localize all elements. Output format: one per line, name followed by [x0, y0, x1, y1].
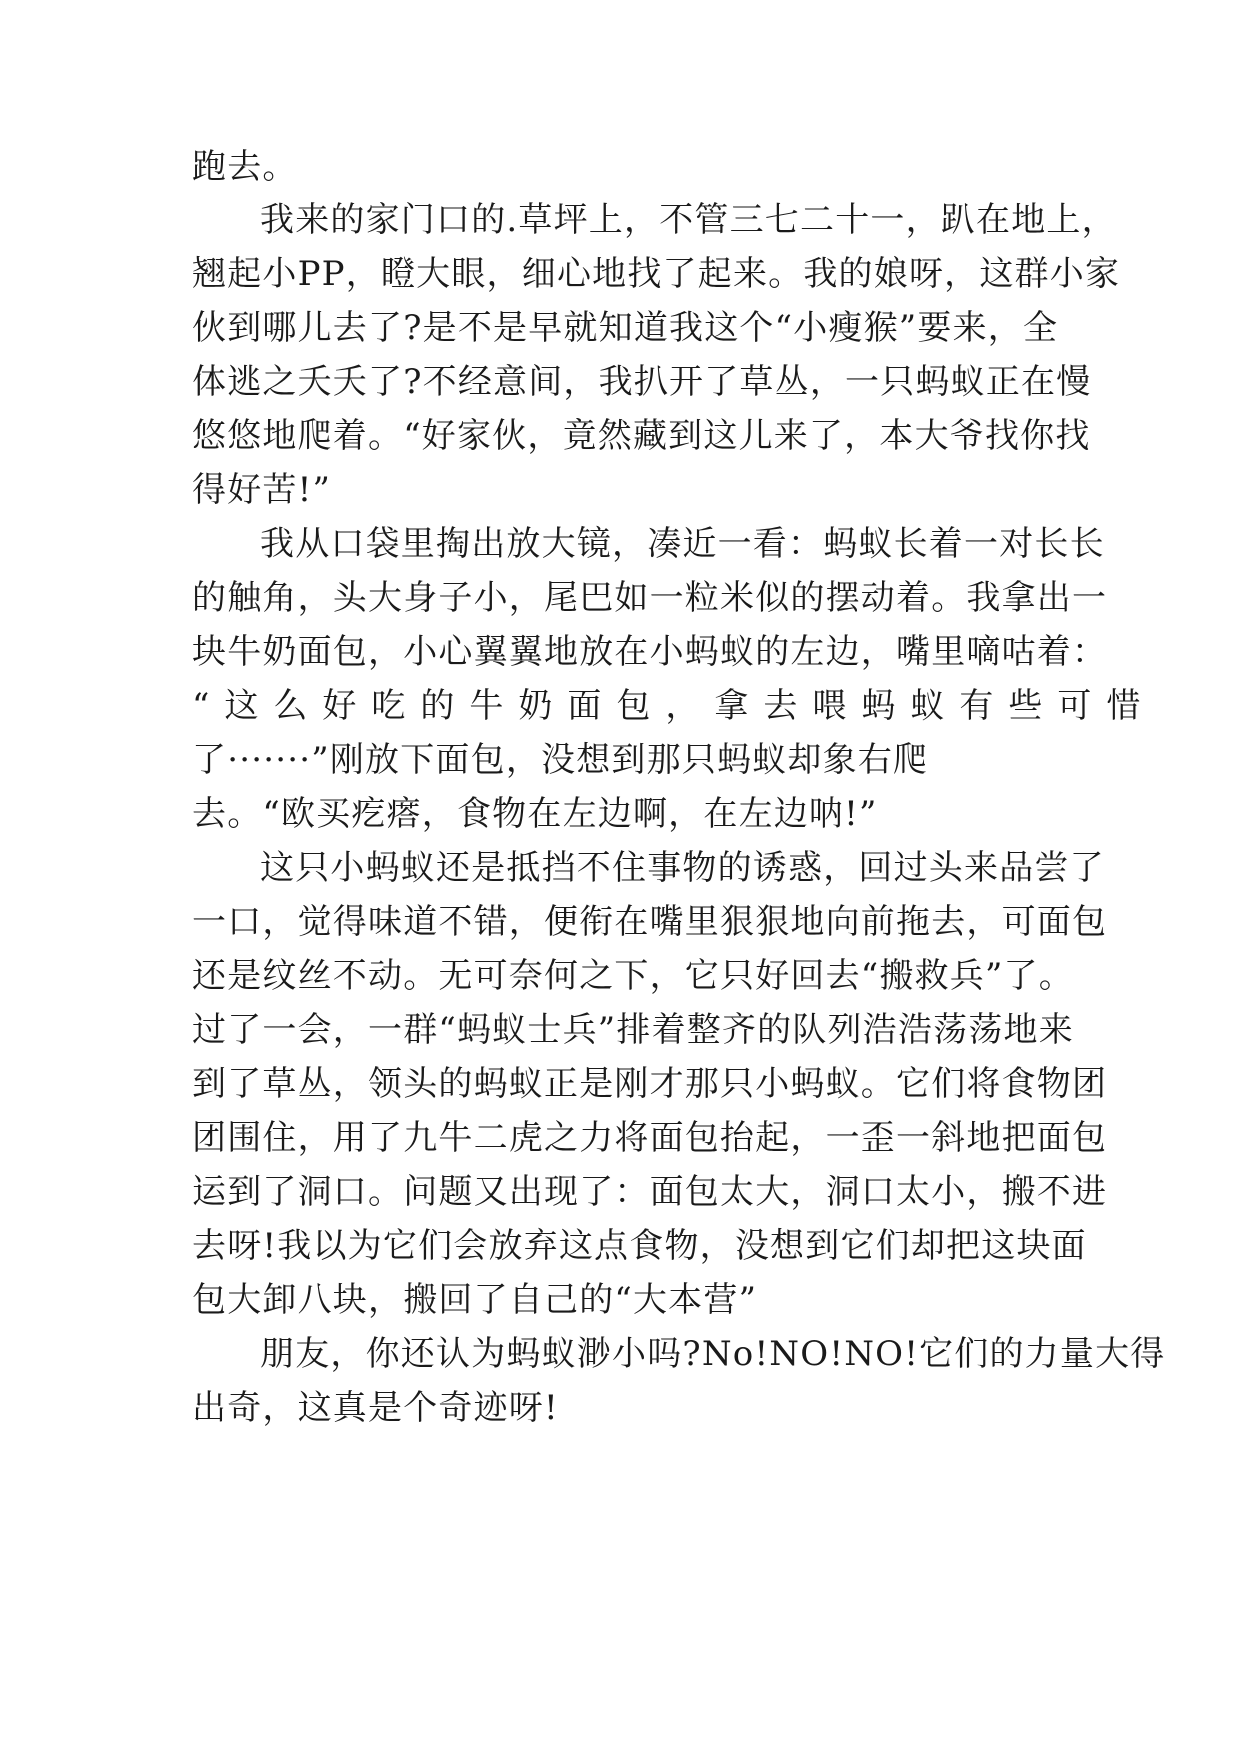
text-line: 出奇，这真是个奇迹呀! [192, 1388, 559, 1428]
text-line: 还是纹丝不动。无可奈何之下，它只好回去“搬救兵”了。 [192, 956, 1074, 996]
text-line: 这只小蚂蚁还是抵挡不住事物的诱惑，回过头来品尝了 [260, 848, 1105, 888]
text-line: 包大卸八块，搬回了自己的“大本营” [192, 1280, 758, 1320]
text-line: 悠悠地爬着。“好家伙，竟然藏到这儿来了，本大爷找你找 [192, 416, 1091, 456]
text-line: 块牛奶面包，小心翼翼地放在小蚂蚁的左边，嘴里嘀咕着： [192, 632, 1108, 672]
text-line: 了·······”刚放下面包，没想到那只蚂蚁却象右爬 [192, 740, 929, 780]
text-line: 伙到哪儿去了?是不是早就知道我这个“小瘦猴”要来，全 [192, 308, 1059, 348]
text-line: 朋友，你还认为蚂蚁渺小吗?No!NO!NO!它们的力量大得 [260, 1334, 1166, 1374]
text-line: 我来的家门口的.草坪上，不管三七二十一，趴在地上， [260, 200, 1117, 240]
text-line: 运到了洞口。问题又出现了：面包太大，洞口太小，搬不进 [192, 1172, 1108, 1212]
text-line: 去。“欧买疙瘩，食物在左边啊，在左边呐!” [192, 794, 878, 834]
text-line: 过了一会，一群“蚂蚁士兵”排着整齐的队列浩浩荡荡地来 [192, 1010, 1074, 1050]
text-line: 的触角，头大身子小，尾巴如一粒米似的摆动着。我拿出一 [192, 578, 1108, 618]
text-line: 去呀!我以为它们会放弃这点食物，没想到它们却把这块面 [192, 1226, 1087, 1266]
text-line: 翘起小PP，瞪大眼，细心地找了起来。我的娘呀，这群小家 [192, 254, 1121, 294]
text-line: 我从口袋里掏出放大镜，凑近一看：蚂蚁长着一对长长 [260, 524, 1105, 564]
text-line: 跑去。 [192, 147, 298, 187]
text-line: 得好苦!” [192, 470, 332, 510]
text-line: 一口，觉得味道不错，便衔在嘴里狠狠地向前拖去，可面包 [192, 902, 1108, 942]
text-line: “这么好吃的牛奶面包，拿去喂蚂蚁有些可惜 [192, 686, 1156, 726]
text-line: 团围住，用了九牛二虎之力将面包抬起，一歪一斜地把面包 [192, 1118, 1108, 1158]
text-line: 体逃之夭夭了?不经意间，我扒开了草丛，一只蚂蚁正在慢 [192, 362, 1092, 402]
text-line: 到了草丛，领头的蚂蚁正是刚才那只小蚂蚁。它们将食物团 [192, 1064, 1108, 1104]
